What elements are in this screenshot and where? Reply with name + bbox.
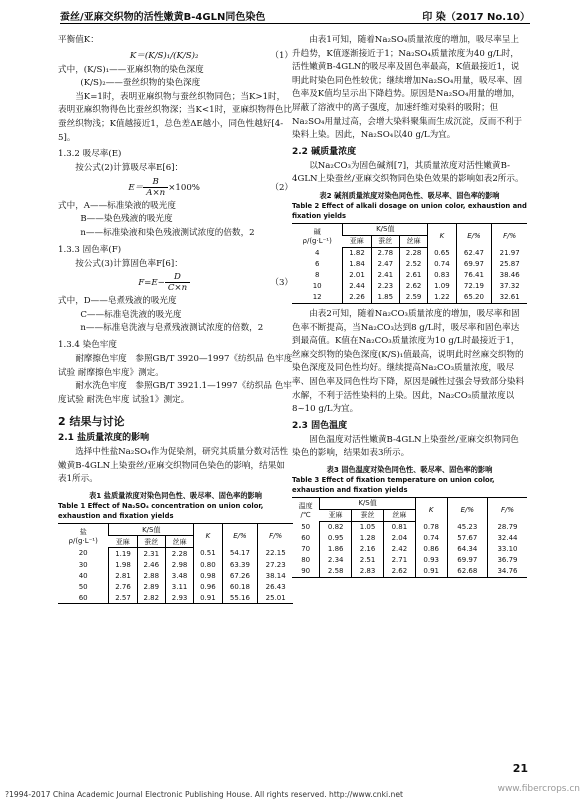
table-cell: 0.95 (320, 533, 352, 544)
table-cell: 1.28 (352, 533, 384, 544)
table-cell: 38.14 (258, 570, 293, 581)
table-cell: 33.10 (488, 544, 528, 555)
table-cell: 2.52 (399, 259, 427, 270)
table-row (58, 570, 293, 581)
table-2-header-k: K (428, 223, 456, 247)
table-cell: 69.97 (447, 555, 487, 566)
table-cell: 60 (58, 592, 109, 604)
equation-2-numerator: B (143, 177, 168, 188)
table-cell: 2.01 (343, 270, 371, 281)
table-2 (292, 223, 527, 304)
table-2-header-e: E/% (456, 223, 492, 247)
table-3-sub-silk: 蚕丝 (352, 509, 384, 521)
table-row (58, 581, 293, 592)
def-2b: B——染色残液的吸光度 (80, 214, 173, 225)
def-3c: n——标准皂洗液与皂煮残液测试浓度的倍数，2 (80, 323, 264, 334)
table-1-sub-silk: 蚕丝 (137, 536, 165, 548)
table-1-caption-en: Table 1 Effect of Na₂SO₄ concentration on union color, exhaustion and fixation yields (58, 502, 264, 521)
table-cell: 2.71 (383, 555, 415, 566)
table-cell: 3.48 (165, 570, 193, 581)
table-cell: 2.23 (371, 281, 399, 292)
table-cell: 0.81 (383, 521, 415, 533)
table-cell: 2.62 (399, 281, 427, 292)
table-1-sub-linen: 亚麻 (109, 536, 137, 548)
table-cell: 1.85 (371, 292, 399, 304)
table-cell: 57.67 (447, 533, 487, 544)
para-wash-fastness: 耐水洗色牢度 参照GB/T 3921.1—1997《纺织品 色牢度试验 耐洗色牢度 试验1》测定。 (58, 381, 292, 405)
table-1-body (58, 548, 293, 604)
table-cell: 25.01 (258, 592, 293, 604)
para-fixation: 按公式(3)计算固色率F[6]： (75, 258, 183, 269)
table-cell: 20 (78, 549, 88, 558)
table-cell: 2.58 (320, 566, 352, 578)
table-cell: 1.84 (343, 259, 371, 270)
equation-3-number: （3） (270, 278, 293, 289)
table-2-body (292, 247, 527, 303)
table-cell: 2.51 (352, 555, 384, 566)
table-cell: 1.82 (343, 247, 371, 259)
table-cell: 2.47 (371, 259, 399, 270)
table-cell: 0.74 (428, 259, 456, 270)
table-cell: 0.96 (194, 581, 222, 592)
table-cell: 50 (78, 582, 88, 591)
table-1-header-k: K (194, 524, 222, 548)
equation-1-body: K＝(K/S)₁/(K/S)₂ (129, 50, 199, 61)
table-cell: 55.16 (222, 592, 258, 604)
table-row (292, 533, 527, 544)
equation-3-lhs: F=E− (138, 278, 165, 289)
equation-3-numerator: D (165, 272, 190, 283)
table-cell: 0.93 (415, 555, 447, 566)
def-3a: 式中，D——皂煮残液的吸光度 (58, 296, 177, 307)
table-cell: 30 (78, 560, 88, 569)
table-cell: 62.68 (447, 566, 487, 578)
equation-3-fraction (165, 272, 190, 293)
equation-3 (58, 271, 293, 295)
def-2a: 式中，A——标准染液的吸光度 (58, 200, 176, 211)
table-cell: 63.39 (222, 559, 258, 570)
table-3-header-f: F/% (488, 497, 528, 521)
table-cell: 76.41 (456, 270, 492, 281)
table-row (58, 592, 293, 604)
table-cell: 2.16 (352, 544, 384, 555)
table-row (292, 247, 527, 259)
para-salt: 选择中性盐Na₂SO₄作为促染剂，研究其质量分数对活性嫩黄B-4GLN上染蚕丝/亚麻交织物同色染色的影响，结果如表1所示。 (58, 447, 289, 485)
table-3 (292, 497, 527, 578)
table-1-header-conc: 盐 ρ/(g·L⁻¹) (58, 524, 109, 548)
equation-1-number: （1） (270, 50, 293, 61)
table-cell: 1.09 (428, 281, 456, 292)
heading-2-3: 2.3 固色温度 (292, 420, 348, 431)
table-cell: 72.19 (456, 281, 492, 292)
table-3-header-k: K (415, 497, 447, 521)
table-cell: 90 (292, 566, 320, 578)
table-cell: 2.93 (165, 592, 193, 604)
equation-2 (58, 176, 293, 200)
table-cell: 28.79 (488, 521, 528, 533)
para-rub-fastness: 耐摩擦色牢度 参照GB/T 3920—1997《纺织品 色牢度试验 耐摩擦色牢度》测定。 (58, 353, 293, 378)
table-2-sub-mix: 丝麻 (399, 235, 427, 247)
table-cell: 6 (314, 260, 320, 269)
footer-copyright: ?1994-2017 China Academic Journal Electronic Publishing House. All rights reserved. http://www.cnki.net (5, 790, 404, 799)
table-cell: 70 (301, 545, 311, 554)
table-cell: 1.19 (109, 548, 137, 560)
table-cell: 2.28 (165, 548, 193, 560)
table-2-header-f: F/% (492, 223, 527, 247)
table-cell: 60.18 (222, 581, 258, 592)
para-exhaustion: 按公式(2)计算吸尽率E[6]： (75, 163, 184, 174)
table-row (292, 555, 527, 566)
table-cell: 2.41 (371, 270, 399, 281)
table-cell: 69.97 (456, 259, 492, 270)
table-cell: 26.43 (258, 581, 293, 592)
def-1a: 式中，(K/S)₁——亚麻织物的染色深度 (58, 64, 204, 75)
table-cell: 64.34 (447, 544, 487, 555)
table-3-header-e: E/% (447, 497, 487, 521)
table-3-sub-mix: 丝麻 (383, 509, 415, 521)
table-1-header-f: F/% (258, 524, 293, 548)
equation-2-tail: ×100% (168, 182, 200, 193)
table-2-sub-silk: 蚕丝 (371, 235, 399, 247)
table-1-sub-mix: 丝麻 (165, 536, 193, 548)
balance-intro: 平衡值K： (58, 35, 99, 45)
para-k-explain: 当K=1时，表明亚麻织物与蚕丝织物同色；当K>1时，表明亚麻织物得色比蚕丝织物深；当K<1时，亚麻织物得色比蚕丝织物浅；K值越接近1，总色差ΔE越小，同色性越好[4-5]。 (58, 91, 292, 143)
table-row (292, 259, 527, 270)
table-cell: 27.23 (258, 559, 293, 570)
table-cell: 0.98 (194, 570, 222, 581)
heading-1-3-3: 1.3.3 固色率(F) (58, 244, 122, 255)
table-cell: 65.20 (456, 292, 492, 304)
para-temperature: 固色温度对活性嫩黄B-4GLN上染蚕丝/亚麻交织物同色染色的影响，结果如表3所示。 (292, 434, 519, 459)
equation-2-number: （2） (270, 182, 293, 193)
table-cell: 2.82 (137, 592, 165, 604)
table-cell: 1.98 (109, 559, 137, 570)
table-cell: 2.59 (399, 292, 427, 304)
table-cell: 2.78 (371, 247, 399, 259)
table-cell: 12 (292, 292, 343, 304)
header-journal: 印 染（2017 No.10） (422, 12, 530, 23)
table-cell: 2.34 (320, 555, 352, 566)
table-cell: 2.31 (137, 548, 165, 560)
table-cell: 2.83 (352, 566, 384, 578)
table-row (292, 292, 527, 304)
table-cell: 2.62 (383, 566, 415, 578)
table-cell: 22.15 (258, 548, 293, 560)
table-cell: 2.61 (399, 270, 427, 281)
table-cell: 0.78 (415, 521, 447, 533)
left-column (58, 34, 293, 604)
table-1-header-e: E/% (222, 524, 258, 548)
heading-1-3-4: 1.3.4 染色牢度 (58, 339, 117, 350)
right-column (292, 34, 527, 578)
table-cell: 2.04 (383, 533, 415, 544)
table-2-header-conc: 碱 ρ/(g·L⁻¹) (292, 223, 343, 247)
table-cell: 50 (301, 523, 311, 532)
table-cell: 40 (78, 571, 88, 580)
def-1b: (K/S)₂——蚕丝织物的染色深度 (80, 78, 201, 89)
table-row (292, 566, 527, 578)
table-cell: 32.44 (488, 533, 528, 544)
heading-2: 2 结果与讨论 (58, 415, 125, 429)
running-header (0, 6, 584, 26)
table-cell: 2.57 (109, 592, 137, 604)
table-cell: 0.91 (194, 592, 222, 604)
table-cell: 1.05 (352, 521, 384, 533)
header-rule (60, 23, 530, 24)
table-cell: 0.83 (428, 270, 456, 281)
def-3b: C——标准皂洗液的吸光度 (80, 309, 182, 320)
table-cell: 2.81 (109, 570, 137, 581)
table-cell: 0.82 (320, 521, 352, 533)
table-cell: 2.26 (343, 292, 371, 304)
table-cell: 0.65 (428, 247, 456, 259)
heading-1-3-2: 1.3.2 吸尽率(E) (58, 149, 122, 160)
table-cell: 1.22 (428, 292, 456, 304)
table-cell: 2.98 (165, 559, 193, 570)
table-2-header-ks: K/S值 (343, 223, 428, 235)
para-table2-discussion: 由表2可知，随着Na₂CO₃质量浓度的增加，吸尽率和固色率不断提高，当Na₂CO₃达到8 g/L时，吸尽率和固色率达到最高值。K值在Na₂CO₃质量浓度为10 g/L时最接近于1，丝麻交织物的染色深度(K/S)₁值最高，说明此时丝麻交织物的染色深度及同色性均好。继续提高Na₂CO₃质量浓度，吸尽率、固色率及同色性均下降，原因是碱性过强会导致部分染料水解，不利于活性染料的上染。因此，Na₂CO₃质量浓度以8~10 g/L为宜。 (292, 308, 525, 415)
table-cell: 80 (301, 556, 311, 565)
table-row (58, 548, 293, 560)
table-cell: 32.61 (492, 292, 527, 304)
table-1 (58, 523, 293, 604)
table-cell: 0.86 (415, 544, 447, 555)
equation-2-fraction (143, 177, 168, 198)
table-cell: 1.86 (320, 544, 352, 555)
table-cell: 2.42 (383, 544, 415, 555)
table-cell: 10 (312, 282, 322, 291)
table-1-header-ks: K/S值 (109, 524, 194, 536)
table-cell: 62.47 (456, 247, 492, 259)
table-cell: 38.46 (492, 270, 527, 281)
table-cell: 0.51 (194, 548, 222, 560)
table-cell: 25.87 (492, 259, 527, 270)
equation-3-denominator: C×n (167, 283, 188, 294)
table-3-caption-en: Table 3 Effect of fixation temperature on union color, exhaustion and fixation yields (292, 475, 495, 494)
table-row (292, 521, 527, 533)
table-cell: 21.97 (492, 247, 527, 259)
equation-2-denominator: A×n (146, 187, 166, 198)
table-cell: 2.89 (137, 581, 165, 592)
table-cell: 2.46 (137, 559, 165, 570)
table-1-caption: 表1 盐质量浓度对染色同色性、吸尽率、固色率的影响 (89, 491, 262, 501)
equation-1 (58, 48, 293, 64)
table-cell: 2.28 (399, 247, 427, 259)
table-cell: 60 (301, 534, 311, 543)
heading-2-2: 2.2 碱质量浓度 (292, 146, 357, 157)
table-row (292, 544, 527, 555)
table-3-sub-linen: 亚麻 (320, 509, 352, 521)
table-2-sub-linen: 亚麻 (343, 235, 371, 247)
table-cell: 0.74 (415, 533, 447, 544)
footer-watermark: www.fibercrops.cn (497, 784, 580, 794)
table-cell: 37.32 (492, 281, 527, 292)
table-cell: 4 (314, 249, 320, 258)
table-row (58, 559, 293, 570)
equation-2-lhs: E＝ (128, 182, 144, 193)
table-cell: 36.79 (488, 555, 528, 566)
para-alkali: 以Na₂CO₃为固色碱剂[7]，其质量浓度对活性嫩黄B-4GLN上染蚕丝/亚麻交织物同色染色效果的影响如表2所示。 (292, 160, 524, 185)
table-3-header-ks: K/S值 (320, 497, 415, 509)
table-2-caption-en: Table 2 Effect of alkali dosage on union color, exhaustion and fixation yields (292, 201, 527, 220)
table-cell: 67.26 (222, 570, 258, 581)
table-row (292, 281, 527, 292)
table-2-caption: 表2 碱剂质量浓度对染色同色性、吸尽率、固色率的影响 (319, 190, 500, 200)
def-2c: n——标准染液和染色残液测试浓度的倍数，2 (80, 227, 255, 238)
table-cell: 2.44 (343, 281, 371, 292)
table-3-header-temp: 温度 /℃ (292, 497, 320, 521)
table-cell: 3.11 (165, 581, 193, 592)
table-cell: 8 (314, 271, 320, 280)
table-cell: 45.23 (447, 521, 487, 533)
header-title: 蚕丝/亚麻交织物的活性嫩黄B-4GLN同色染色 (60, 12, 266, 23)
page-number: 21 (512, 762, 528, 775)
table-cell: 2.76 (109, 581, 137, 592)
table-3-caption: 表3 固色温度对染色同色性、吸尽率、固色率的影响 (326, 464, 493, 474)
table-cell: 54.17 (222, 548, 258, 560)
table-row (292, 270, 527, 281)
table-cell: 0.91 (415, 566, 447, 578)
table-3-body (292, 521, 527, 577)
table-cell: 34.76 (488, 566, 528, 578)
table-cell: 2.88 (137, 570, 165, 581)
heading-2-1: 2.1 盐质量浓度的影响 (58, 433, 150, 444)
table-cell: 0.80 (194, 559, 222, 570)
para-table1-discussion: 由表1可知，随着Na₂SO₄质量浓度的增加，吸尽率呈上升趋势，K值逐渐接近于1；Na₂SO₄质量浓度为40 g/L时，活性嫩黄B-4GLN的吸尽率及固色率最高，K值最接近1，说明此时染色同色性较优；继续增加Na₂SO₄用量，吸尽率、固色率及K值均呈示出下降趋势。原因是Na₂SO₄用量的增加，屏蔽了溶液中的离子强度，加速纤维对染料的吸附；但Na₂SO₄用量过高，会增大染料聚集而生成沉淀，反而不利于染料上染。因此，Na₂SO₄以40 g/L为宜。 (292, 35, 523, 141)
